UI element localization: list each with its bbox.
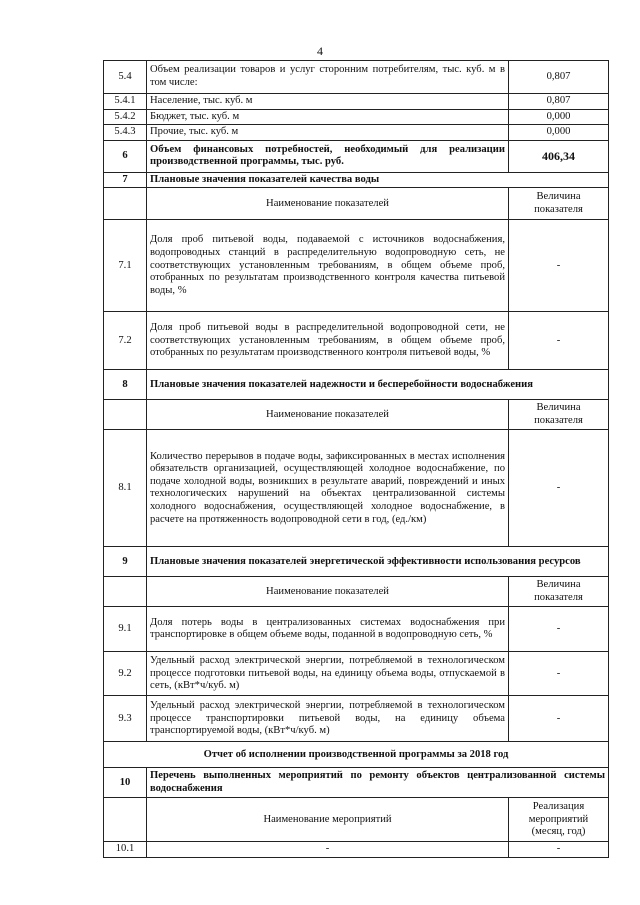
column-header-name: Наименование показателей <box>147 400 509 430</box>
row-value: - <box>509 430 609 547</box>
empty-cell <box>104 798 147 842</box>
row-number: 5.4 <box>104 61 147 94</box>
column-header-name: Наименование мероприятий <box>147 798 509 842</box>
row-value: 0,000 <box>509 109 609 125</box>
row-text: Объем финансовых потребностей, необходимый для реализации производственной программы, тыс. руб. <box>147 140 509 172</box>
row-text: Количество перерывов в подаче воды, зафиксированных в местах исполнения обязательств организацией, осуществляющей холодное водоснабжение, по подаче холодной воды, возникших в результате аварий, повреждений и иных технологических нарушений на объектах централизованной системы холодного водоснабжения, осуществляющей холодное водоснабжение, в расчете на протяженность водопроводной сети в год, (ед./км) <box>147 430 509 547</box>
row-number: 7.2 <box>104 312 147 370</box>
row-value: 0,807 <box>509 94 609 110</box>
table-row <box>104 220 609 312</box>
table-row <box>104 842 609 858</box>
section-number: 9 <box>104 547 147 577</box>
row-number: 5.4.1 <box>104 94 147 110</box>
column-header-row <box>104 400 609 430</box>
column-header-name: Наименование показателей <box>147 188 509 220</box>
row-text: Доля потерь воды в централизованных системах водоснабжения при транспортировке в общем объеме воды, поданной в водопроводную сеть, % <box>147 607 509 652</box>
row-text: Доля проб питьевой воды в распределительной водопроводной сети, не соответствующих установленным требованиям, в общем объеме проб, отобранных по результатам производственного контроля питьевой воды, % <box>147 312 509 370</box>
column-header-row <box>104 798 609 842</box>
row-text: Удельный расход электрической энергии, потребляемой в технологическом процессе подготовки питьевой воды, на единицу объема воды, отпускаемой в сеть, (кВт*ч/куб. м) <box>147 652 509 696</box>
column-header-row <box>104 577 609 607</box>
column-header-value: Реализация мероприятий (месяц, год) <box>509 798 609 842</box>
row-number: 8.1 <box>104 430 147 547</box>
row-number: 7.1 <box>104 220 147 312</box>
column-header-name: Наименование показателей <box>147 577 509 607</box>
row-text: Удельный расход электрической энергии, потребляемой в технологическом процессе транспортировки питьевой воды, на единицу объема транспортируемой воды, (кВт*ч/куб. м) <box>147 696 509 742</box>
row-number: 9.2 <box>104 652 147 696</box>
row-value: - <box>509 652 609 696</box>
table-row <box>104 652 609 696</box>
row-text: - <box>147 842 509 858</box>
section-title: Плановые значения показателей надежности и бесперебойности водоснабжения <box>147 370 609 400</box>
table-row <box>104 607 609 652</box>
row-value: - <box>509 312 609 370</box>
section-header-row <box>104 547 609 577</box>
report-title-row <box>104 742 609 768</box>
report-title: Отчет об исполнении производственной программы за 2018 год <box>104 742 609 768</box>
empty-cell <box>104 188 147 220</box>
section-title: Перечень выполненных мероприятий по ремонту объектов централизованной системы водоснабжения <box>147 768 609 798</box>
table-row <box>104 430 609 547</box>
row-text: Доля проб питьевой воды, подаваемой с источников водоснабжения, водопроводных станций в распределительную водопроводную сеть, не соответствующих установленным требованиям, в общем объеме проб, отобранных по результатам производственного контроля качества питьевой воды, % <box>147 220 509 312</box>
section-number: 8 <box>104 370 147 400</box>
table-row <box>104 312 609 370</box>
column-header-row <box>104 188 609 220</box>
empty-cell <box>104 577 147 607</box>
row-number: 10.1 <box>104 842 147 858</box>
production-program-table <box>103 60 609 858</box>
table-row <box>104 140 609 172</box>
row-value: - <box>509 842 609 858</box>
section-number: 7 <box>104 172 147 188</box>
empty-cell <box>104 400 147 430</box>
table-row <box>104 61 609 94</box>
column-header-value: Величина показателя <box>509 577 609 607</box>
table-row <box>104 125 609 141</box>
section-number: 10 <box>104 768 147 798</box>
row-number: 6 <box>104 140 147 172</box>
row-value: - <box>509 607 609 652</box>
section-header-row <box>104 172 609 188</box>
row-value: - <box>509 220 609 312</box>
column-header-value: Величина показателя <box>509 400 609 430</box>
table-row <box>104 94 609 110</box>
section-title: Плановые значения показателей энергетической эффективности использования ресурсов <box>147 547 609 577</box>
row-value: 406,34 <box>509 140 609 172</box>
row-number: 5.4.3 <box>104 125 147 141</box>
row-text: Объем реализации товаров и услуг сторонним потребителям, тыс. куб. м в том числе: <box>147 61 509 94</box>
row-text: Бюджет, тыс. куб. м <box>147 109 509 125</box>
row-number: 9.1 <box>104 607 147 652</box>
column-header-value: Величина показателя <box>509 188 609 220</box>
row-text: Население, тыс. куб. м <box>147 94 509 110</box>
section-header-row <box>104 370 609 400</box>
row-value: 0,807 <box>509 61 609 94</box>
row-number: 5.4.2 <box>104 109 147 125</box>
row-value: - <box>509 696 609 742</box>
table-row <box>104 696 609 742</box>
row-text: Прочие, тыс. куб. м <box>147 125 509 141</box>
row-number: 9.3 <box>104 696 147 742</box>
row-value: 0,000 <box>509 125 609 141</box>
table-row <box>104 109 609 125</box>
section-header-row <box>104 768 609 798</box>
page-number: 4 <box>317 44 323 58</box>
section-title: Плановые значения показателей качества воды <box>147 172 609 188</box>
